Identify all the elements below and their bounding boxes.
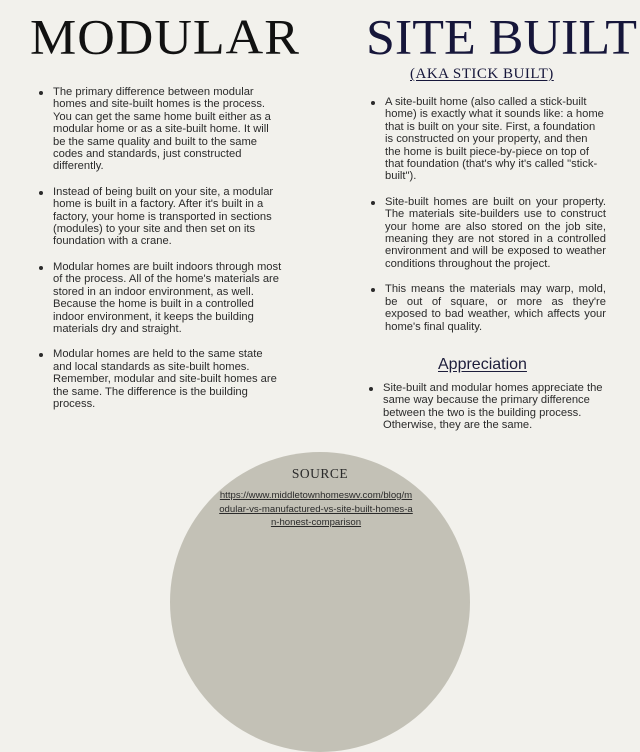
list-item: Modular homes are held to the same state and local standards as site-built homes. Remember, modular and site-built homes are the same. The difference is the building process. xyxy=(36,348,283,410)
list-item: Site-built homes are built on your property. The materials site-builders use to construct your home are also stored on the job site, meaning they are not stored in a controlled environment and will be exposed to weather conditions throughout the project. xyxy=(368,196,606,270)
appreciation-heading: Appreciation xyxy=(438,356,527,373)
list-item: This means the materials may warp, mold, be out of square, or more as they're exposed to bad weather, which affects your home's final quality. xyxy=(368,283,606,333)
site-built-bullet-list xyxy=(368,96,606,346)
site-built-title: SITE BUILT xyxy=(366,10,638,66)
list-item: Modular homes are built indoors through most of the process. All of the home's materials are stored in an indoor environment, as well. Because the home is built in a controlled indoor environment, it keeps the building materials dry and straight. xyxy=(36,261,283,335)
site-built-subtitle: (AKA STICK BUILT) xyxy=(410,66,554,82)
modular-title: MODULAR xyxy=(30,10,300,66)
source-label: SOURCE xyxy=(291,466,349,481)
appreciation-bullet-list xyxy=(366,382,616,445)
list-item: The primary difference between modular homes and site-built homes is the process. You can get the same home built either as a modular home or as a site-built home. It will be the same quality and built to the same codes and standards, just constructed differently. xyxy=(36,86,283,173)
list-item: Site-built and modular homes appreciate the same way because the primary difference between the two is the building process. Otherwise, they are the same. xyxy=(366,382,616,432)
list-item: A site-built home (also called a stick-built home) is exactly what it sounds like: a home that is built on your site. First, a foundation is constructed on your property, and then the home is built piece-by-piece on top of that foundation (that's why it's called "stick-built"). xyxy=(368,96,606,183)
list-item: Instead of being built on your site, a modular home is built in a factory. After it's built in a factory, your home is transported in sections (modules) to your site and then set on its foundation with a crane. xyxy=(36,186,283,248)
source-link[interactable]: https://www.middletownhomeswv.com/blog/modular-vs-manufactured-vs-site-built-homes-an-honest-comparison xyxy=(219,490,413,528)
modular-bullet-list xyxy=(36,86,283,423)
